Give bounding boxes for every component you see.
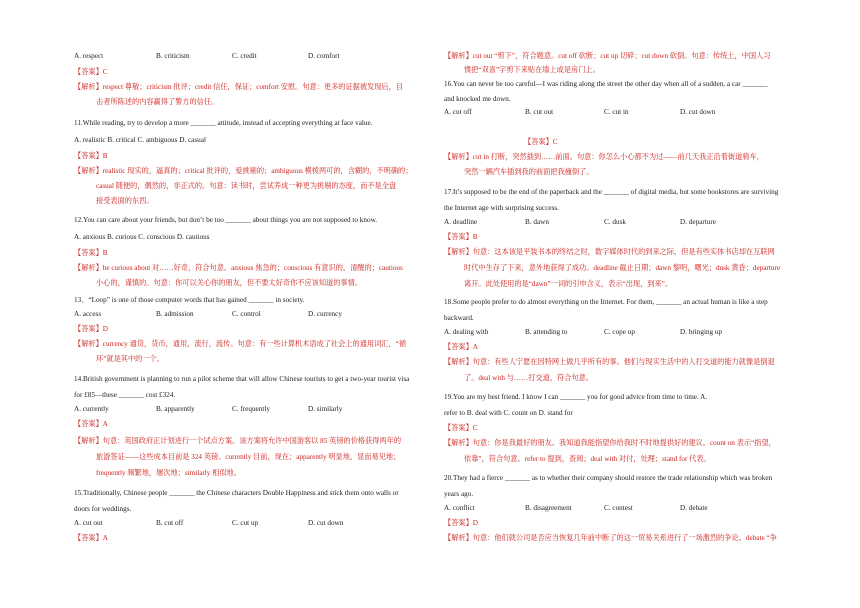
q12-stem: 12.You can care about your friends, but don’t be too _______ about things you are not supposed to know. <box>74 216 378 224</box>
q10-answer: 【答案】C <box>74 68 108 76</box>
q20-stem-line: years ago. <box>444 490 474 498</box>
q18-option-c: C. cope up <box>604 328 635 336</box>
q17-answer: 【答案】B <box>444 233 478 241</box>
q11-analysis-line: casual 随便的，偶然的，非正式的。句意：读书时，尝试养成一种更为挑剔的态度，而不是全盘 <box>96 182 397 190</box>
q15-stem-line: 15.Traditionally, Chinese people _______ the Chinese characters Double Happiness and stick them onto walls or <box>74 489 399 497</box>
q16-stem-line: and knocked me down. <box>444 95 511 103</box>
right-column <box>430 0 860 608</box>
q13-option-d: D. currency <box>308 310 342 318</box>
q14-stem-line: for £85—these _______ cost £324. <box>74 391 176 399</box>
q19-analysis-line: 依靠”，符合句意。refer to 提到，查阅；deal with 对付，处理；stand for 代表。 <box>464 455 711 463</box>
q13-analysis-line: 环”就是其中的一个。 <box>96 355 164 363</box>
q13-option-b: B. admission <box>156 310 194 318</box>
q15-answer: 【答案】A <box>74 534 108 542</box>
q19-analysis-line: 【解析】句意：你是我最好的朋友。我知道我能指望你给我时不时地提供好的建议。count on 表示“指望， <box>444 439 776 447</box>
q20-option-c: C. contest <box>604 504 633 512</box>
q10-option-a: A. respect <box>74 52 104 60</box>
q18-option-b: B. attending to <box>525 328 568 336</box>
q11-options: A. realistic B. critical C. ambiguous D. casual <box>74 136 206 144</box>
q20-stem-line: 20.They had a fierce _______ as to whether their company should restore the trade relationship which was broken <box>444 474 773 482</box>
q20-option-d: D. debate <box>680 504 708 512</box>
q13-analysis-line: 【解析】currency 通货，货币，通用，流行，流传。句意：有一些计算机术语成了社会上的通用词汇，“循 <box>74 340 407 348</box>
q12-analysis-line: 小心的，谨慎的。句意：你可以关心你的朋友，但不要太好奇你不应该知道的事情。 <box>96 279 362 287</box>
q16-option-c: C. cut in <box>604 108 629 116</box>
q15-analysis-line: 【解析】cut out “剪下”，符合题意。cut off 砍断；cut up 切碎；cut down 砍倒。句意：传统上，中国人习 <box>444 52 771 60</box>
q15-stem-line: doors for weddings. <box>74 505 132 513</box>
q15-option-a: A. cut out <box>74 519 103 527</box>
q15-option-d: D. cut down <box>308 519 344 527</box>
q18-stem-line: 18.Some people prefer to do almost everything on the Internet. For them, _______ an actual human is like a step <box>444 298 768 306</box>
q13-answer: 【答案】D <box>74 325 108 333</box>
q17-option-c: C. dusk <box>604 218 626 226</box>
q17-analysis-line: 时代中生存了下来，意外地获得了成功。deadline 截止日期；dawn 黎明，曙光；dusk 黄昏；departure <box>464 264 781 272</box>
q14-option-c: C. frequently <box>232 405 270 413</box>
q14-analysis-line: frequently 频繁地，屡次地；similarly 相似地。 <box>96 469 241 477</box>
q18-option-d: D. bringing up <box>680 328 723 336</box>
q12-options: A. anxious B. curious C. conscious D. cautious <box>74 233 210 241</box>
q18-stem-line: backward. <box>444 314 474 322</box>
q20-answer: 【答案】D <box>444 519 478 527</box>
q14-option-b: B. apparently <box>156 405 195 413</box>
q16-option-d: D. cut down <box>680 108 716 116</box>
q18-analysis-line: 了。deal with 与……打交道，符合句意。 <box>464 374 593 382</box>
q18-answer: 【答案】A <box>444 343 478 351</box>
q11-stem: 11.While reading, try to develop a more _______ attitude, instead of accepting everything at face value. <box>74 119 373 127</box>
q16-option-b: B. cut out <box>525 108 554 116</box>
q15-option-c: C. cut up <box>232 519 259 527</box>
q10-analysis-line: 【解析】respect 尊敬；criticism 批评；credit 信任，保证；comfort 安慰。句意：更多的证据被发现后，目 <box>74 83 403 91</box>
q16-answer: 【答案】C <box>524 138 558 146</box>
q16-analysis-line: 突然一辆汽车插到我的前面把我撞倒了。 <box>464 168 594 176</box>
q16-option-a: A. cut off <box>444 108 472 116</box>
q19-stem-line: refer to B. deal with C. count on D. stand for <box>444 409 573 417</box>
q15-analysis-line: 惯把“双喜”字剪下来贴在墙上或是房门上。 <box>464 66 600 74</box>
q14-analysis-line: 【解析】句意：英国政府正计划进行一个试点方案。该方案将允许中国游客以 85 英镑的价格获得两年的 <box>74 437 402 445</box>
q14-answer: 【答案】A <box>74 420 108 428</box>
q13-stem: 13．“Loop” is one of those computer words that has gained _______ in society. <box>74 296 305 304</box>
q17-analysis-line: 离开。此处使用的是“dawn”一词的引申含义，表示“出现，到来”。 <box>464 280 673 288</box>
q14-option-d: D. similarly <box>308 405 343 413</box>
q13-option-c: C. control <box>232 310 261 318</box>
q13-option-a: A. access <box>74 310 102 318</box>
q12-analysis-line: 【解析】be curious about 对……好奇，符合句意。anxious 焦急的；conscious 有意识的，清醒的；cautious <box>74 264 403 272</box>
q15-option-b: B. cut off <box>156 519 184 527</box>
q20-option-a: A. conflict <box>444 504 475 512</box>
q10-option-b: B. criticism <box>156 52 190 60</box>
q17-stem-line: 17.It’s supposed to be the end of the paperback and the _______ of digital media, but some bookstores are surviving <box>444 188 779 196</box>
q10-option-c: C. credit <box>232 52 257 60</box>
q10-analysis-line: 击者所陈述的内容赢得了警方的信任。 <box>96 98 219 106</box>
q14-stem-line: 14.British government is planning to run a pilot scheme that will allow Chinese tourists to get a two-year tourist visa <box>74 375 410 383</box>
q10-option-d: D. comfort <box>308 52 340 60</box>
q17-option-d: D. departure <box>680 218 716 226</box>
q11-analysis-line: 【解析】realistic 现实的，逼真的；critical 批评的，爱挑剔的；ambiguous 模棱两可的，含糊的，不明确的； <box>74 167 413 175</box>
q18-option-a: A. dealing with <box>444 328 489 336</box>
q16-stem-line: 16.You can never be too careful—I was riding along the street the other day when all of a sudden, a car _______ <box>444 80 768 88</box>
q14-option-a: A. currently <box>74 405 109 413</box>
q20-analysis-line: 【解析】句意：他们就公司是否应当恢复几年前中断了的这一贸易关系进行了一场激烈的争论。debate “争 <box>444 534 777 542</box>
q11-analysis-line: 接受表面的东西。 <box>96 197 154 205</box>
q14-analysis-line: 旅游签证——这些成本目前是 324 英镑。currently 目前，现在；apparently 明显地，显而易见地； <box>96 453 401 461</box>
q19-stem-line: 19.You are my best friend. I know I can _______ you for good advice from time to time. A. <box>444 393 708 401</box>
q17-stem-line: the Internet age with surprising success. <box>444 204 559 212</box>
q12-answer: 【答案】B <box>74 249 108 257</box>
q11-answer: 【答案】B <box>74 152 108 160</box>
q17-option-a: A. deadline <box>444 218 478 226</box>
q17-analysis-line: 【解析】句意：这本该是平装书本的终结之时，数字媒体时代的到来之际，但是有些实体书店却在互联网 <box>444 248 775 256</box>
q17-option-b: B. dawn <box>525 218 549 226</box>
q19-answer: 【答案】C <box>444 424 478 432</box>
q16-analysis-line: 【解析】cut in 打断，突然插到……前面。句意：你怎么小心都不为过——前几天我正沿着街道骑车， <box>444 153 764 161</box>
q20-option-b: B. disagreement <box>525 504 572 512</box>
q18-analysis-line: 【解析】句意：有些人宁愿在因特网上做几乎所有的事。他们与现实生活中的人打交道的能力就像是倒退 <box>444 358 775 366</box>
